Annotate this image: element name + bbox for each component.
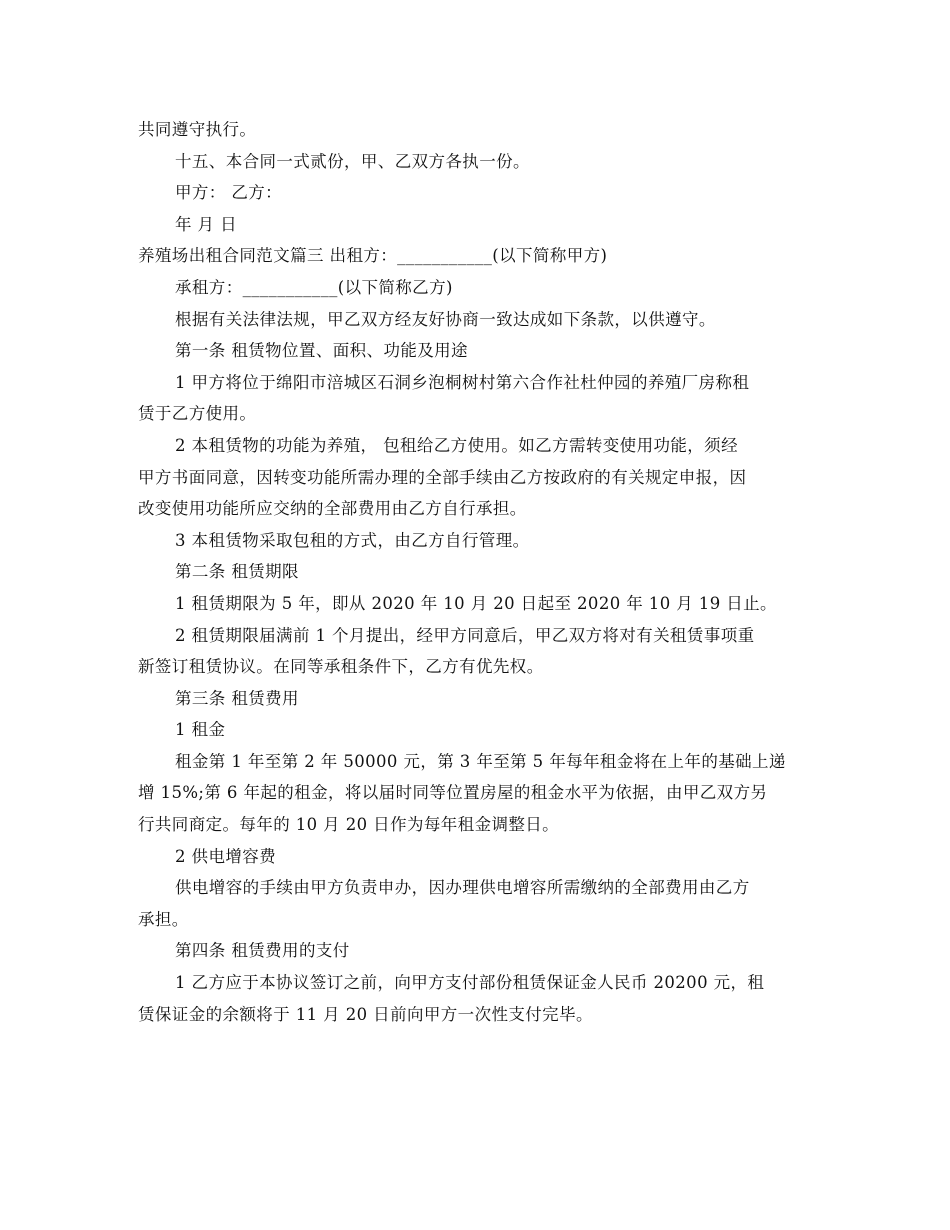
document-body xyxy=(138,114,814,1030)
text-line: 甲方书面同意，因转变功能所需办理的全部手续由乙方按政府的有关规定申报，因 xyxy=(138,467,747,487)
text-line: 增 15%;第 6 年起的租金，将以届时同等位置房屋的租金水平为依据，由甲乙双方另 xyxy=(138,783,768,803)
text-line: 1 乙方应于本协议签订之前，向甲方支付部份租赁保证金人民币 20200 元，租 xyxy=(175,973,765,993)
article-heading: 第三条 租赁费用 xyxy=(175,688,299,708)
text-line: 租金第 1 年至第 2 年 50000 元，第 3 年至第 5 年每年租金将在上年的基础上递 xyxy=(175,751,786,771)
text-line: 2 本租赁物的功能为养殖， 包租给乙方使用。如乙方需转变使用功能，须经 xyxy=(175,435,738,455)
text-line: 赁于乙方使用。 xyxy=(138,404,257,424)
subheading-line: 2 供电增容费 xyxy=(175,846,277,866)
text-line: 承担。 xyxy=(138,909,189,929)
text-line: 供电增容的手续由甲方负责申办，因办理供电增容所需缴纳的全部费用由乙方 xyxy=(175,878,750,898)
subheading-line: 1 租金 xyxy=(175,720,226,740)
text-line: 承租方：___________(以下简称乙方) xyxy=(175,277,453,297)
text-line: 根据有关法律法规，甲乙双方经友好协商一致达成如下条款，以供遵守。 xyxy=(175,309,716,329)
text-line: 赁保证金的余额将于 11 月 20 日前向甲方一次性支付完毕。 xyxy=(138,1004,593,1024)
text-line: 1 租赁期限为 5 年，即从 2020 年 10 月 20 日起至 2020 年 10 月 19 日止。 xyxy=(175,593,777,613)
text-line: 改变使用功能所应交纳的全部费用由乙方自行承担。 xyxy=(138,499,527,519)
text-line: 十五、本合同一式贰份，甲、乙双方各执一份。 xyxy=(175,151,530,171)
section-heading-line: 养殖场出租合同范文篇三 出租方：___________(以下简称甲方) xyxy=(138,246,608,266)
signature-parties-line: 甲方： 乙方： xyxy=(175,183,283,203)
article-heading: 第二条 租赁期限 xyxy=(175,562,299,582)
text-line: 行共同商定。每年的 10 月 20 日作为每年租金调整日。 xyxy=(138,815,560,835)
text-line: 新签订租赁协议。在同等承租条件下，乙方有优先权。 xyxy=(138,657,544,677)
date-line: 年 月 日 xyxy=(175,214,237,234)
text-line: 3 本租赁物采取包租的方式，由乙方自行管理。 xyxy=(175,530,530,550)
text-line: 2 租赁期限届满前 1 个月提出，经甲方同意后，甲乙双方将对有关租赁事项重 xyxy=(175,625,755,645)
article-heading: 第四条 租赁费用的支付 xyxy=(175,941,350,961)
article-heading: 第一条 租赁物位置、面积、功能及用途 xyxy=(175,341,468,361)
text-line: 共同遵守执行。 xyxy=(138,120,257,139)
text-line: 1 甲方将位于绵阳市涪城区石洞乡泡桐树村第六合作社杜仲园的养殖厂房称租 xyxy=(175,372,750,392)
